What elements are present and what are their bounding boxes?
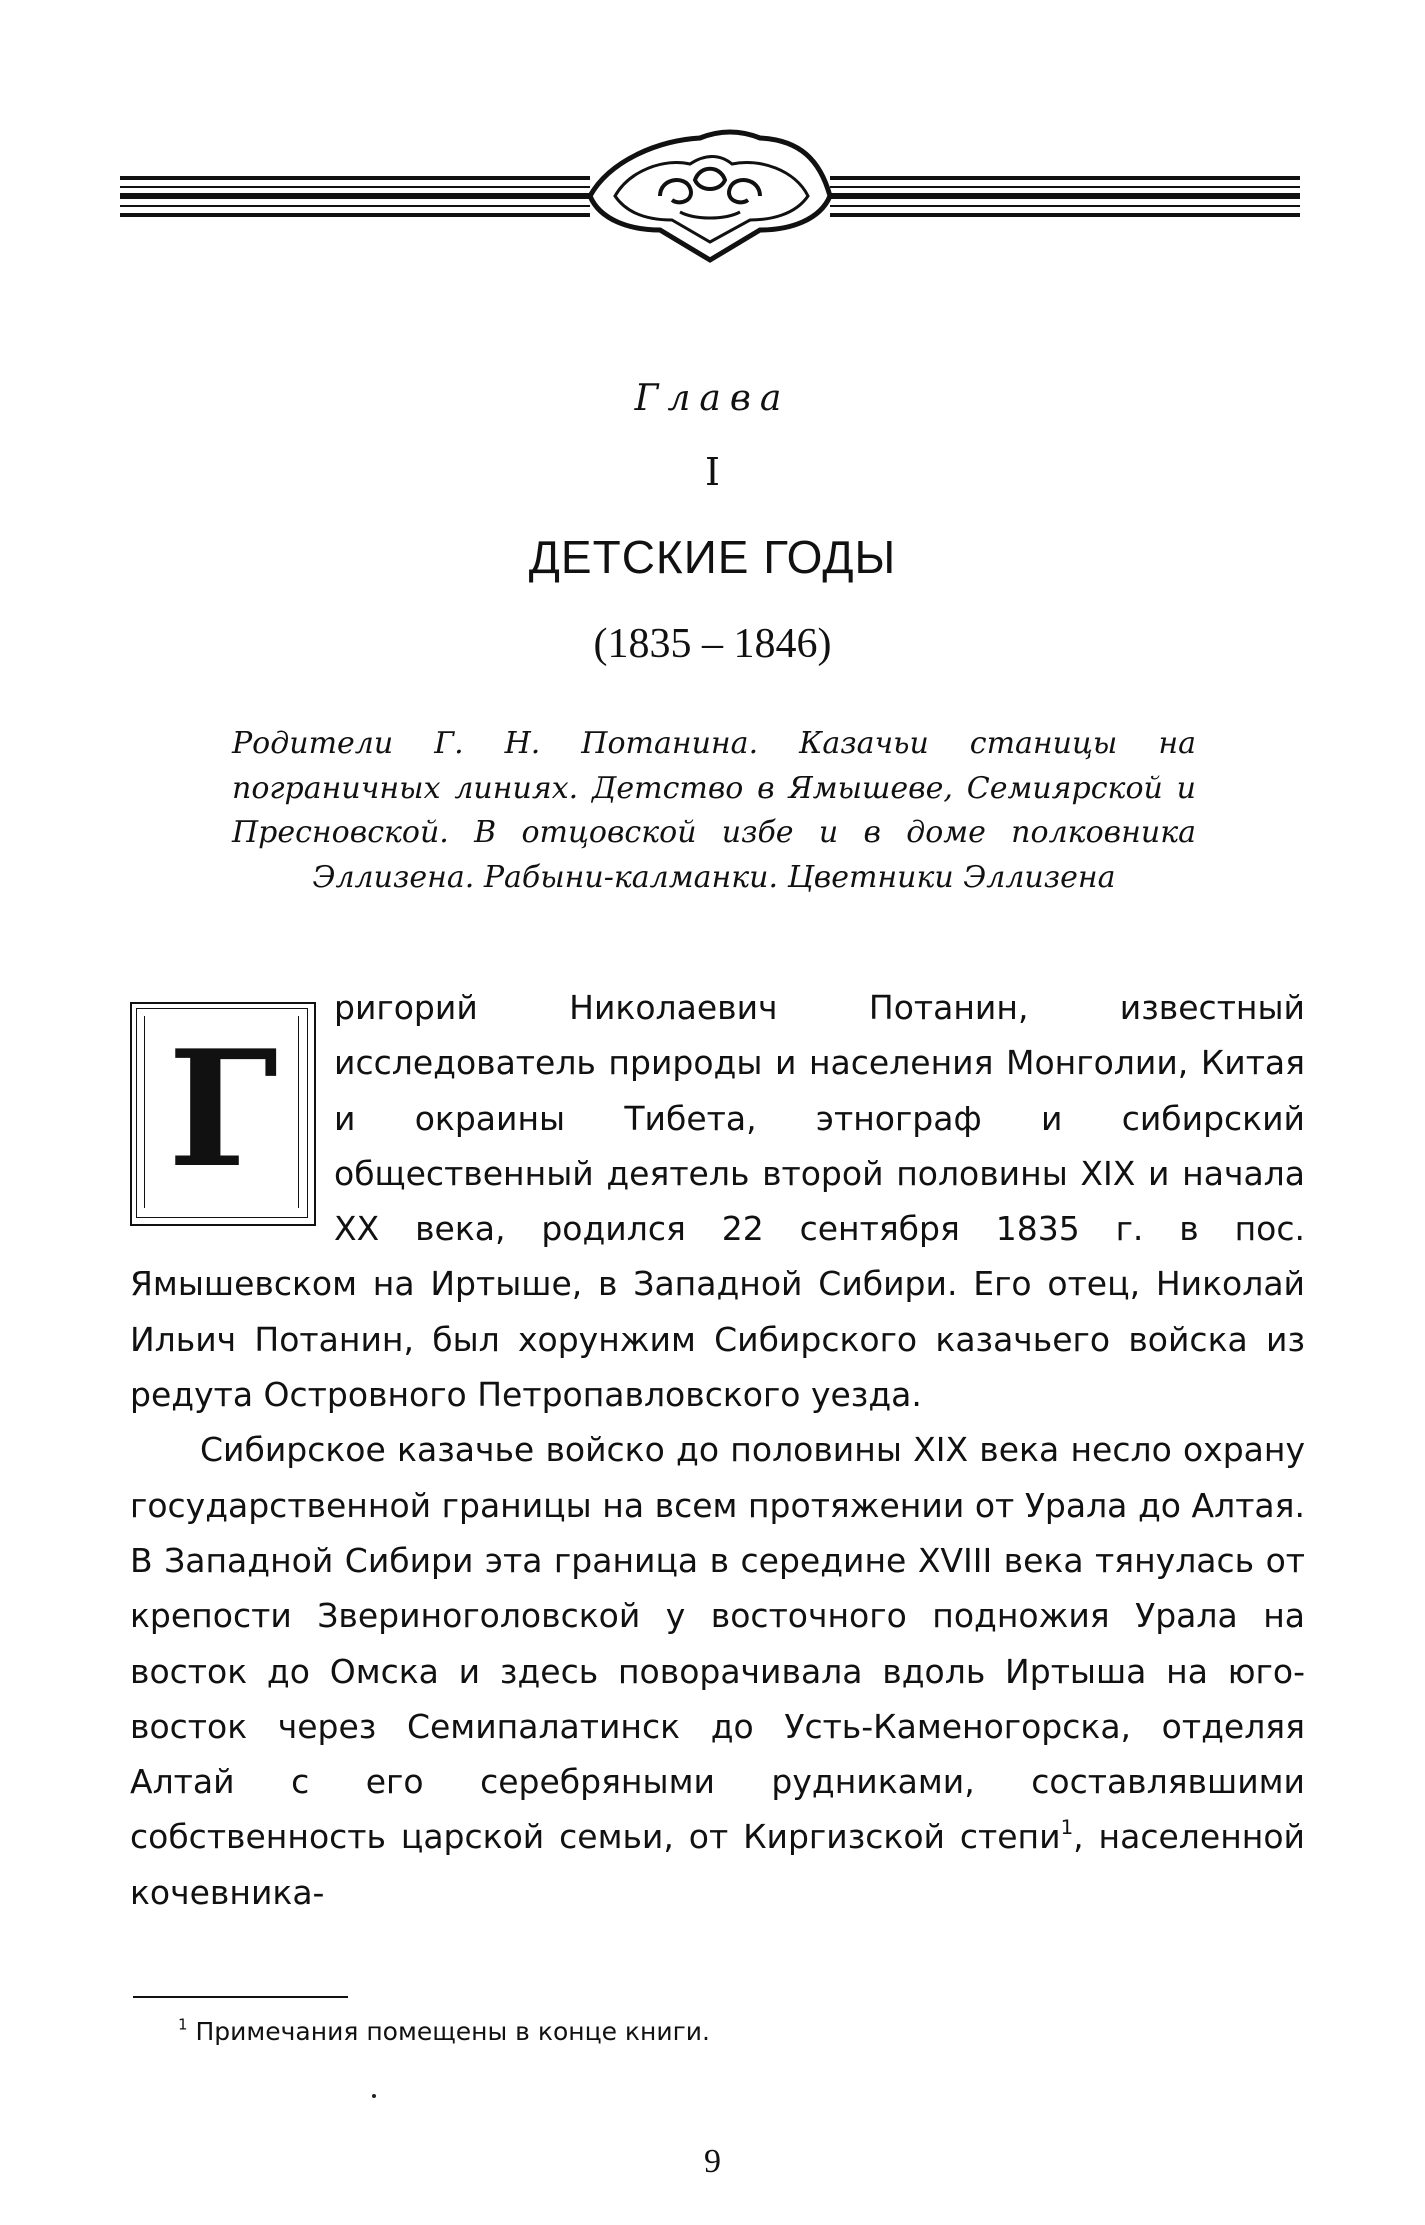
footnote-marker: 1: [178, 2015, 188, 2034]
print-speck: [372, 2094, 376, 2098]
footnote-text: Примечания помещены в конце книги.: [195, 2017, 710, 2046]
chapter-years: (1835 – 1846): [593, 621, 832, 667]
page-number: 9: [704, 2143, 721, 2180]
chapter-title: ДЕТСКИЕ ГОДЫ: [528, 531, 897, 583]
paragraph-2: [130, 1422, 1305, 1920]
paragraph-1: [130, 980, 1305, 1422]
drop-cap-letter: Г: [167, 1015, 279, 1203]
paragraph-1-text: ригорий Николаевич Потанин, известный исследователь природы и населения Монголии, Китая и окраины Тибета, этнограф и сибирский общественный деятель второй половины XIX и начала XX века, родился 22 сентября 1835 г. в пос. Ямышевском на Иртыше, в Западной Сибири. Его отец, Николай Ильич Потанин, был хорунжим Сибирского казачьего войска из редута Островного Петропавловского уезда.: [130, 988, 1305, 1415]
footnote: [178, 2015, 710, 2049]
drop-cap: [130, 1002, 316, 1226]
chapter-label: Глава: [634, 378, 791, 419]
paragraph-2-tail: , населенной кочевника-: [130, 1817, 1305, 1912]
chapter-number: I: [704, 450, 720, 494]
body-text: [130, 980, 1305, 1920]
paragraph-2-text: Сибирское казачье войско до половины XIX века несло охрану государственной границы на всем протяжении от Урала до Алтая. В Западной Сибири эта граница в середине XVIII века тянулась от крепости Звериноголовской у восточного подножия Урала на восток до Омска и здесь поворачивала вдоль Иртыша на юго-восток через Семипалатинск до Усть-Каменогорска, отделяя Алтай с его серебряными рудниками, составлявшими собственность царской семьи, от Киргизской степи: [130, 1430, 1305, 1857]
footnote-reference[interactable]: 1: [1060, 1816, 1074, 1840]
cloud-scroll-header-icon: [120, 120, 1300, 270]
footnote-divider: [133, 1996, 348, 1998]
chapter-synopsis: Родители Г. Н. Потанина. Казачьи станицы на пограничных линиях. Детство в Ямышеве, Семиярской и Пресновской. В отцовской избе и в доме полковника Эллизена. Рабыни-калманки. Цветники Эллизена: [232, 726, 1196, 895]
